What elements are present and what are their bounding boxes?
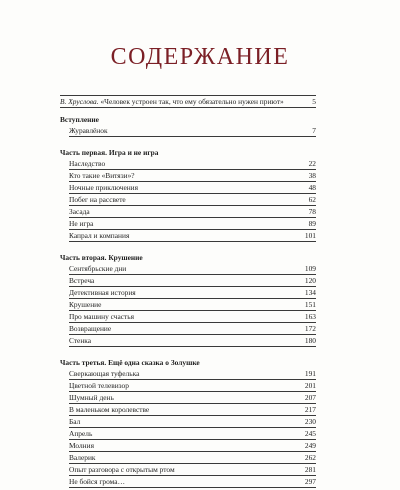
toc-entry[interactable] xyxy=(69,440,316,452)
toc-entry-label: Шумный день xyxy=(69,393,114,402)
toc-entry[interactable] xyxy=(69,230,316,242)
toc-entry[interactable] xyxy=(69,404,316,416)
toc-entry-label: Не бойся грома… xyxy=(69,477,125,486)
toc-entry-page: 191 xyxy=(304,369,316,378)
toc-entry-page: 262 xyxy=(304,453,316,462)
section-list-part3 xyxy=(60,368,316,488)
toc-entry-page: 48 xyxy=(308,183,316,192)
toc-entry[interactable] xyxy=(69,416,316,428)
toc-entry[interactable] xyxy=(69,275,316,287)
toc-entry[interactable] xyxy=(69,206,316,218)
toc-entry-page: 249 xyxy=(304,441,316,450)
toc-entry[interactable] xyxy=(69,464,316,476)
toc-entry[interactable] xyxy=(69,380,316,392)
toc-entry-label: Журавлёнок xyxy=(69,126,108,135)
section-list-part2 xyxy=(60,263,316,347)
toc-entry-page: 134 xyxy=(304,288,316,297)
toc-entry-label: Молния xyxy=(69,441,94,450)
table-of-contents xyxy=(60,93,316,488)
toc-entry-label: Опыт разговора с открытым ртом xyxy=(69,465,175,474)
toc-entry-page: 109 xyxy=(304,264,316,273)
toc-entry[interactable] xyxy=(69,323,316,335)
toc-entry-page: 297 xyxy=(304,477,316,486)
toc-entry-page: 180 xyxy=(304,336,316,345)
toc-entry-page: 62 xyxy=(308,195,316,204)
toc-entry-label: Не игра xyxy=(69,219,94,228)
toc-entry-page: 230 xyxy=(304,417,316,426)
toc-entry[interactable] xyxy=(69,263,316,275)
toc-entry-label: Детективная история xyxy=(69,288,136,297)
toc-entry-page: 101 xyxy=(304,231,316,240)
section-list-part1 xyxy=(60,158,316,242)
toc-entry-label: Побег на рассвете xyxy=(69,195,126,204)
toc-entry-label: Засада xyxy=(69,207,90,216)
toc-entry[interactable] xyxy=(69,218,316,230)
toc-entry-label: Стенка xyxy=(69,336,92,345)
toc-entry[interactable] xyxy=(69,158,316,170)
toc-entry-preface[interactable] xyxy=(60,96,316,108)
toc-entry-label: Валерик xyxy=(69,453,96,462)
toc-entry[interactable] xyxy=(69,182,316,194)
toc-entry-page: 245 xyxy=(304,429,316,438)
toc-entry-label: Капрал и компания xyxy=(69,231,130,240)
toc-entry-label: В маленьком королевстве xyxy=(69,405,150,414)
section-heading-part2: Часть вторая. Крушение xyxy=(60,253,143,262)
toc-entry-label: Сентябрьские дни xyxy=(69,264,127,273)
toc-entry-page: 207 xyxy=(304,393,316,402)
toc-entry[interactable] xyxy=(69,335,316,347)
toc-entry-page: 172 xyxy=(304,324,316,333)
toc-entry-page: 151 xyxy=(304,300,316,309)
toc-entry-label: Про машину счастья xyxy=(69,312,135,321)
toc-entry-label xyxy=(60,96,308,107)
toc-entry-page: 5 xyxy=(312,97,316,106)
toc-entry-label: Крушение xyxy=(69,300,102,309)
section-heading-intro: Вступление xyxy=(60,115,99,124)
toc-entry-label: Сверкающая туфелька xyxy=(69,369,140,378)
toc-entry[interactable] xyxy=(69,194,316,206)
toc-entry-page: 201 xyxy=(304,381,316,390)
toc-entry-page: 7 xyxy=(312,126,316,135)
preface-author: В. Хруслова. xyxy=(60,97,99,106)
toc-entry-page: 163 xyxy=(304,312,316,321)
page-title: СОДЕРЖАНИЕ xyxy=(110,44,290,70)
toc-entry[interactable] xyxy=(69,392,316,404)
section-list-intro xyxy=(60,125,316,137)
toc-entry-label: Апрель xyxy=(69,429,93,438)
toc-entry-label: Кто такие «Витязи»? xyxy=(69,171,135,180)
toc-entry-page: 22 xyxy=(308,159,316,168)
toc-entry[interactable] xyxy=(69,125,316,137)
toc-entry-page: 120 xyxy=(304,276,316,285)
toc-entry-label: Возвращение xyxy=(69,324,112,333)
toc-entry[interactable] xyxy=(69,287,316,299)
toc-entry-label: Бал xyxy=(69,417,81,426)
toc-entry-page: 78 xyxy=(308,207,316,216)
toc-entry-page: 281 xyxy=(304,465,316,474)
toc-entry[interactable] xyxy=(69,311,316,323)
preface-text: «Человек устроен так, что ему обязательно нужен приют» xyxy=(98,97,284,106)
toc-entry-label: Цветной телевизор xyxy=(69,381,129,390)
toc-entry-page: 89 xyxy=(308,219,316,228)
toc-entry-page: 217 xyxy=(304,405,316,414)
toc-entry[interactable] xyxy=(69,452,316,464)
toc-entry-label: Ночные приключения xyxy=(69,183,139,192)
toc-entry-label: Встреча xyxy=(69,276,95,285)
section-heading-part3: Часть третья. Ещё одна сказка о Золушке xyxy=(60,358,200,367)
toc-entry[interactable] xyxy=(69,170,316,182)
toc-entry[interactable] xyxy=(69,368,316,380)
toc-entry[interactable] xyxy=(69,476,316,488)
toc-entry-page: 38 xyxy=(308,171,316,180)
toc-entry[interactable] xyxy=(69,428,316,440)
toc-entry-label: Наследство xyxy=(69,159,106,168)
section-heading-part1: Часть первая. Игра и не игра xyxy=(60,148,159,157)
toc-entry[interactable] xyxy=(69,299,316,311)
